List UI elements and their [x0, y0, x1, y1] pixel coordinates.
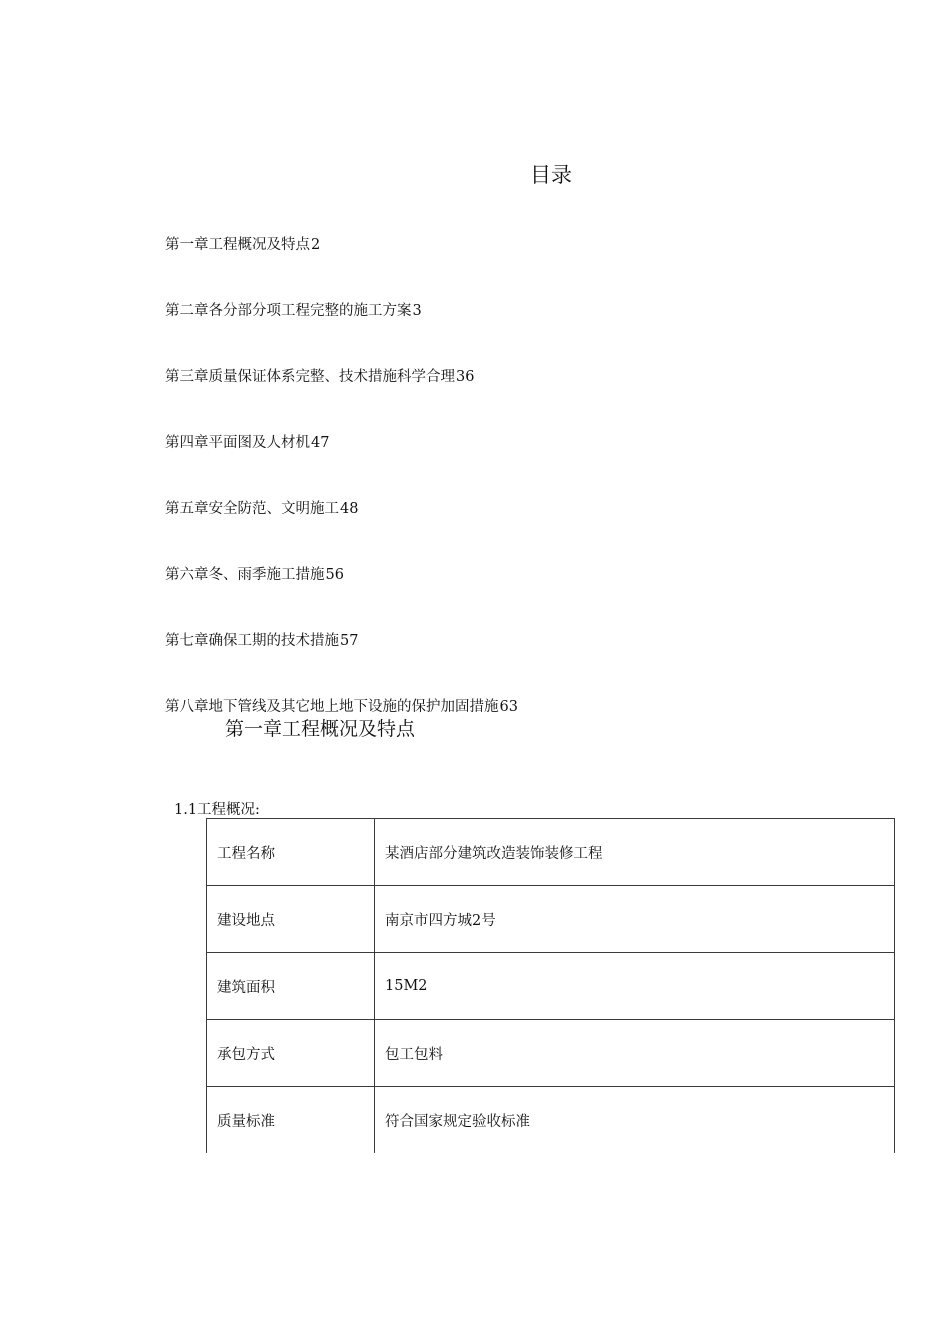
toc-item-page: 56	[325, 567, 344, 583]
toc-item-label: 第三章质量保证体系完整、技术措施科学合理	[165, 369, 455, 385]
table-row	[207, 886, 895, 953]
table-value-cell: 符合国家规定验收标准	[375, 1087, 895, 1154]
table-row	[207, 1087, 895, 1154]
table-value-cell: 包工包料	[375, 1020, 895, 1087]
table-value-cell: 15M2	[375, 953, 895, 1020]
toc-item-label: 第八章地下管线及其它地上地下设施的保护加固措施	[165, 699, 499, 715]
chapter-heading: 第一章工程概况及特点	[225, 718, 416, 740]
table-label-cell: 建设地点	[207, 886, 375, 953]
table-value-cell: 南京市四方城2号	[375, 886, 895, 953]
table-row	[207, 819, 895, 886]
toc-item-chapter-2	[165, 301, 422, 321]
toc-item-page: 63	[499, 699, 518, 715]
table-label-cell: 建筑面积	[207, 953, 375, 1020]
table-label-cell: 质量标准	[207, 1087, 375, 1154]
toc-item-chapter-3	[165, 367, 474, 387]
toc-item-chapter-1	[165, 235, 320, 255]
toc-item-page: 2	[311, 237, 321, 253]
toc-item-label: 第四章平面图及人材机	[165, 435, 310, 451]
table-row	[207, 1020, 895, 1087]
table-value-cell: 某酒店部分建筑改造装饰装修工程	[375, 819, 895, 886]
toc-item-label: 第五章安全防范、文明施工	[165, 501, 339, 517]
toc-item-page: 48	[340, 501, 359, 517]
toc-item-label: 第一章工程概况及特点	[165, 237, 310, 253]
toc-item-chapter-7	[165, 631, 358, 651]
toc-item-page: 57	[340, 633, 359, 649]
toc-item-label: 第六章冬、雨季施工措施	[165, 567, 325, 583]
toc-item-page: 3	[412, 303, 422, 319]
toc-item-chapter-5	[165, 499, 358, 519]
toc-item-label: 第七章确保工期的技术措施	[165, 633, 339, 649]
section-label: 1.1工程概况:	[174, 802, 260, 818]
toc-item-chapter-8	[165, 697, 518, 717]
table-label-cell: 工程名称	[207, 819, 375, 886]
toc-title: 目录	[530, 163, 572, 187]
toc-item-label: 第二章各分部分项工程完整的施工方案	[165, 303, 412, 319]
toc-item-chapter-6	[165, 565, 344, 585]
toc-item-page: 36	[456, 369, 475, 385]
project-info-table	[206, 818, 895, 1153]
toc-item-chapter-4	[165, 433, 329, 453]
table-label-cell: 承包方式	[207, 1020, 375, 1087]
table-row	[207, 953, 895, 1020]
toc-item-page: 47	[311, 435, 330, 451]
